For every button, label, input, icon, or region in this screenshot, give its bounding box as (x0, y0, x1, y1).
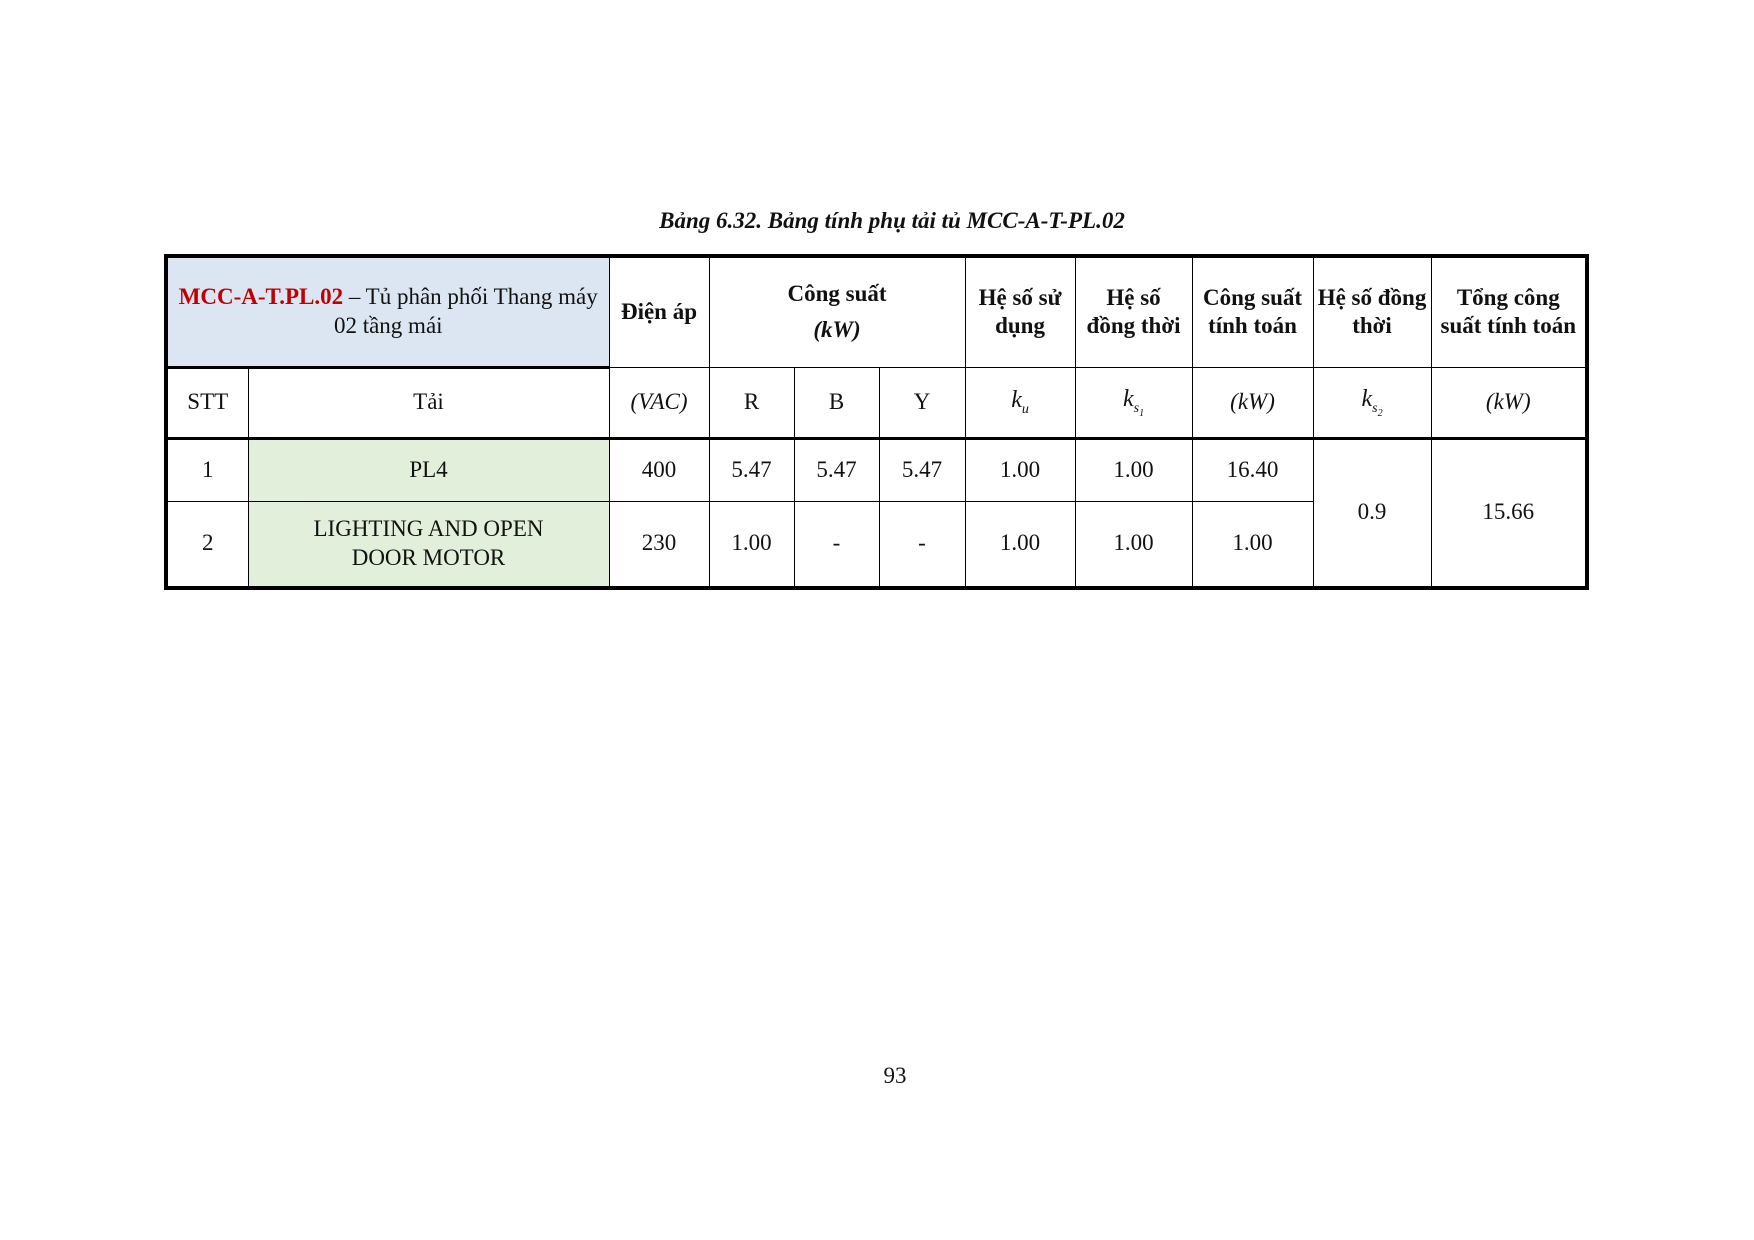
table-caption: Bảng 6.32. Bảng tính phụ tải tủ MCC-A-T-PL.02 (659, 208, 1125, 233)
table-row (166, 438, 1587, 501)
simultaneity-factor-1-header: Hệ số đồng thời (1075, 256, 1192, 367)
ku-symbol: $k_u$ (965, 367, 1075, 438)
ks1-cell: 1.00 (1075, 501, 1192, 588)
panel-title-cell (166, 256, 609, 367)
panel-code: MCC-A-T.PL.02 (178, 284, 344, 309)
voltage-unit: (VAC) (609, 367, 709, 438)
load-name-cell: LIGHTING AND OPEN DOOR MOTOR (248, 501, 609, 588)
total-power-merged-cell: 15.66 (1431, 438, 1587, 588)
total-calc-power-header: Tổng công suất tính toán (1431, 256, 1587, 367)
load-name-cell: PL4 (248, 438, 609, 501)
calc-power-header: Công suất tính toán (1192, 256, 1313, 367)
header-row (166, 256, 1587, 367)
power-label: Công suất (787, 280, 887, 306)
stt-cell: 1 (166, 438, 248, 501)
page-number: 93 (883, 1063, 907, 1088)
voltage-cell: 230 (609, 501, 709, 588)
calc-power-cell: 16.40 (1192, 438, 1313, 501)
ks2-merged-cell: 0.9 (1313, 438, 1431, 588)
ks1-symbol: $k_{s_1}$ (1075, 367, 1192, 438)
total-power-unit: (kW) (1431, 367, 1587, 438)
power-unit: (kW) (813, 317, 861, 343)
usage-factor-header: Hệ số sử dụng (965, 256, 1075, 367)
phase-b-cell: - (794, 501, 879, 588)
load-header: Tải (248, 367, 609, 438)
load-calculation-table (164, 254, 1589, 590)
phase-y-cell: 5.47 (879, 438, 965, 501)
ku-cell: 1.00 (965, 438, 1075, 501)
power-header (709, 256, 965, 367)
phase-b-cell: 5.47 (794, 438, 879, 501)
voltage-header: Điện áp (609, 256, 709, 367)
voltage-cell: 400 (609, 438, 709, 501)
phase-y-header: Y (879, 367, 965, 438)
ku-cell: 1.00 (965, 501, 1075, 588)
calc-power-cell: 1.00 (1192, 501, 1313, 588)
calc-power-unit: (kW) (1192, 367, 1313, 438)
phase-b-header: B (794, 367, 879, 438)
stt-header: STT (166, 367, 248, 438)
ks2-symbol: $k_{s_2}$ (1313, 367, 1431, 438)
phase-r-cell: 5.47 (709, 438, 794, 501)
stt-cell: 2 (166, 501, 248, 588)
simultaneity-factor-2-header: Hệ số đồng thời (1313, 256, 1431, 367)
phase-y-cell: - (879, 501, 965, 588)
panel-description: – Tủ phân phối Thang máy 02 tầng mái (333, 284, 598, 338)
subheader-row (166, 367, 1587, 438)
phase-r-header: R (709, 367, 794, 438)
phase-r-cell: 1.00 (709, 501, 794, 588)
ks1-cell: 1.00 (1075, 438, 1192, 501)
